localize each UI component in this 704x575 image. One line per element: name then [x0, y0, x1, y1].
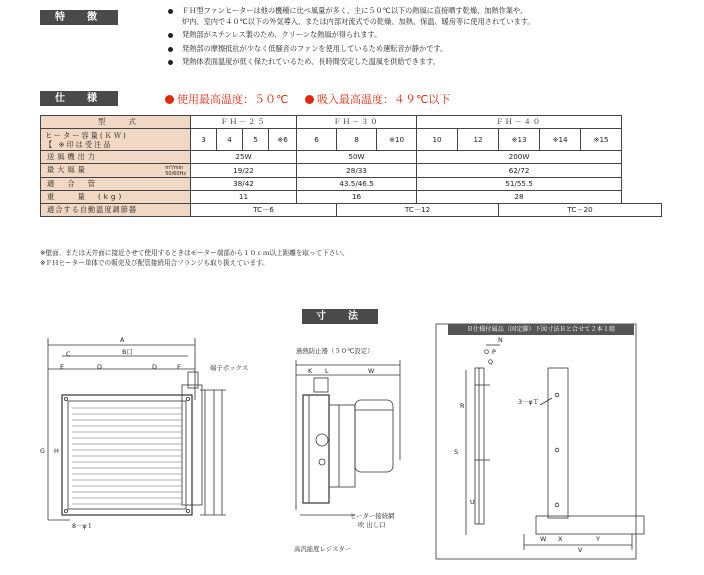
feature-text: 発熱部がステンレス製のため、クリーンな熱風が得られます。: [182, 30, 382, 39]
capacity-cell: ※13: [499, 129, 540, 151]
capacity-cell: 4: [217, 129, 243, 151]
dim-d: D: [97, 363, 102, 371]
capacity-cell: ※14: [540, 129, 581, 151]
dim-y: Y: [596, 535, 600, 543]
dim-c: C: [66, 350, 71, 358]
dim-b: B口: [122, 348, 133, 356]
note-line: ※壁面、または天井面に接近させて使用するときはモーター端部から１０ｃｍ以上距離を取って下さい。: [40, 249, 349, 257]
dim-l: L: [325, 367, 329, 375]
blower-fh30: 50W: [297, 151, 417, 164]
temp-intake-text: 吸入最高温度：４９℃以下: [317, 93, 451, 106]
heater-outlet-label: ヒーター接続網: [350, 512, 395, 520]
dim-r: R: [460, 402, 465, 410]
controller-v3: TC－20: [499, 204, 662, 217]
feature-text: ＦＨ型ファンヒーターは他の機種に比べ風量が多く、主に５０℃以下の熱風に直接晒す乾燥、加熱作業や、: [182, 6, 528, 15]
duct-fh25: 38/42: [191, 178, 297, 191]
dim-w: W: [368, 367, 375, 375]
capacity-cell: 12: [458, 129, 499, 151]
dim-f: F: [177, 363, 181, 371]
overheat-label: 過熱防止器（５０℃設定）: [296, 347, 374, 355]
outlet-label: 吹 出し口: [358, 521, 386, 529]
capacity-cell: 5: [243, 129, 269, 151]
model-fh25: ＦＨ－２５: [191, 116, 297, 129]
model-fh40: ＦＨ－４０: [417, 116, 622, 129]
dim-x: X: [558, 535, 563, 543]
spec-tag: 仕 様: [40, 91, 118, 106]
airflow-fh40: 62/72: [417, 164, 622, 178]
stand-drawing: [436, 324, 644, 559]
capacity-cell: 3: [191, 129, 217, 151]
dim-a: A: [120, 336, 125, 344]
model-label: 型 式: [41, 116, 191, 129]
capacity-label-line2: 【 ※印は受注品: [45, 139, 113, 149]
hole-label: 8－φＩ: [72, 522, 94, 530]
dim-o: O: [484, 348, 490, 356]
dim-d2: D: [152, 363, 157, 371]
blower-label: 送風機出力: [41, 151, 191, 164]
side-view-drawing: [296, 360, 400, 515]
duct-label: 適 合 管: [41, 178, 191, 191]
dim-g: G: [40, 447, 45, 455]
feature-text-cont: 炉内、室内で４０℃以下の外気導入、または内部対流式での乾燥、加熱、保温、暖房等に使用されています。: [182, 16, 535, 26]
controller-v1: TC－6: [191, 204, 337, 217]
airflow-label-text: 最大風量: [47, 165, 88, 174]
dim-w-stand: W: [540, 535, 547, 543]
dim-t: 3－φＴ: [518, 398, 540, 406]
weight-label: 重 量 (kg): [41, 191, 191, 204]
dimensions-tag: 寸 法 表: [302, 309, 378, 324]
stand-title: Ｂ仕様付属品（固定脚）下図寸法Ｂと合せて２本１組: [448, 324, 634, 335]
capacity-cell: ※15: [581, 129, 622, 151]
dim-v: V: [578, 546, 583, 554]
airflow-unit2: 50/60Hz: [165, 171, 186, 177]
feature-text: 発熱体表面温度が低く保たれているため、長時間安定した温風を供給できます。: [182, 57, 440, 66]
front-view-drawing: [48, 338, 226, 520]
feature-text: 発熱部の摩擦抵抗が少なく低騒音のファンを使用しているため運転音が静かです。: [182, 43, 448, 53]
capacity-cell: 6: [297, 129, 337, 151]
blower-fh40: 200W: [417, 151, 622, 164]
dim-q: Q: [488, 358, 494, 366]
note-line: ※ＦＨヒーター単体での販売及び配管接続用合フランジも取り扱えています。: [40, 258, 269, 267]
capacity-cell: ※6: [269, 129, 297, 151]
weight-fh40: 28: [417, 191, 622, 204]
duct-fh30: 43.5/46.5: [297, 178, 417, 191]
dim-p: P: [492, 348, 496, 356]
controller-v2: TC－12: [337, 204, 499, 217]
blower-fh25: 25W: [191, 151, 297, 164]
duct-fh40: 51/55.5: [417, 178, 622, 191]
airflow-unit1: m³/min: [165, 165, 184, 171]
capacity-cell: 8: [337, 129, 377, 151]
dim-h: H: [54, 447, 59, 455]
airflow-fh30: 28/33: [297, 164, 417, 178]
dim-n: N: [498, 336, 503, 344]
weight-fh25: 11: [191, 191, 297, 204]
dim-e: E: [60, 363, 65, 371]
features-tag: 特 徴: [40, 10, 118, 25]
weight-fh30: 16: [297, 191, 417, 204]
register-label: 高汎能度レジスター: [294, 545, 352, 553]
controller-label: 適合する自動温度調節器: [41, 204, 191, 217]
capacity-cell: ※10: [377, 129, 417, 151]
capacity-label-line1: ヒーター容量(ＫＷ): [45, 130, 128, 140]
model-fh30: ＦＨ－３０: [297, 116, 417, 129]
capacity-cell: 10: [417, 129, 458, 151]
terminal-box-label: 端子ボックス: [210, 364, 249, 372]
airflow-fh25: 19/22: [191, 164, 297, 178]
dim-u: U: [470, 498, 475, 506]
dim-s: S: [454, 448, 459, 456]
dim-k: K: [308, 367, 313, 375]
temp-use-text: 使用最高温度：５０℃: [177, 93, 289, 106]
